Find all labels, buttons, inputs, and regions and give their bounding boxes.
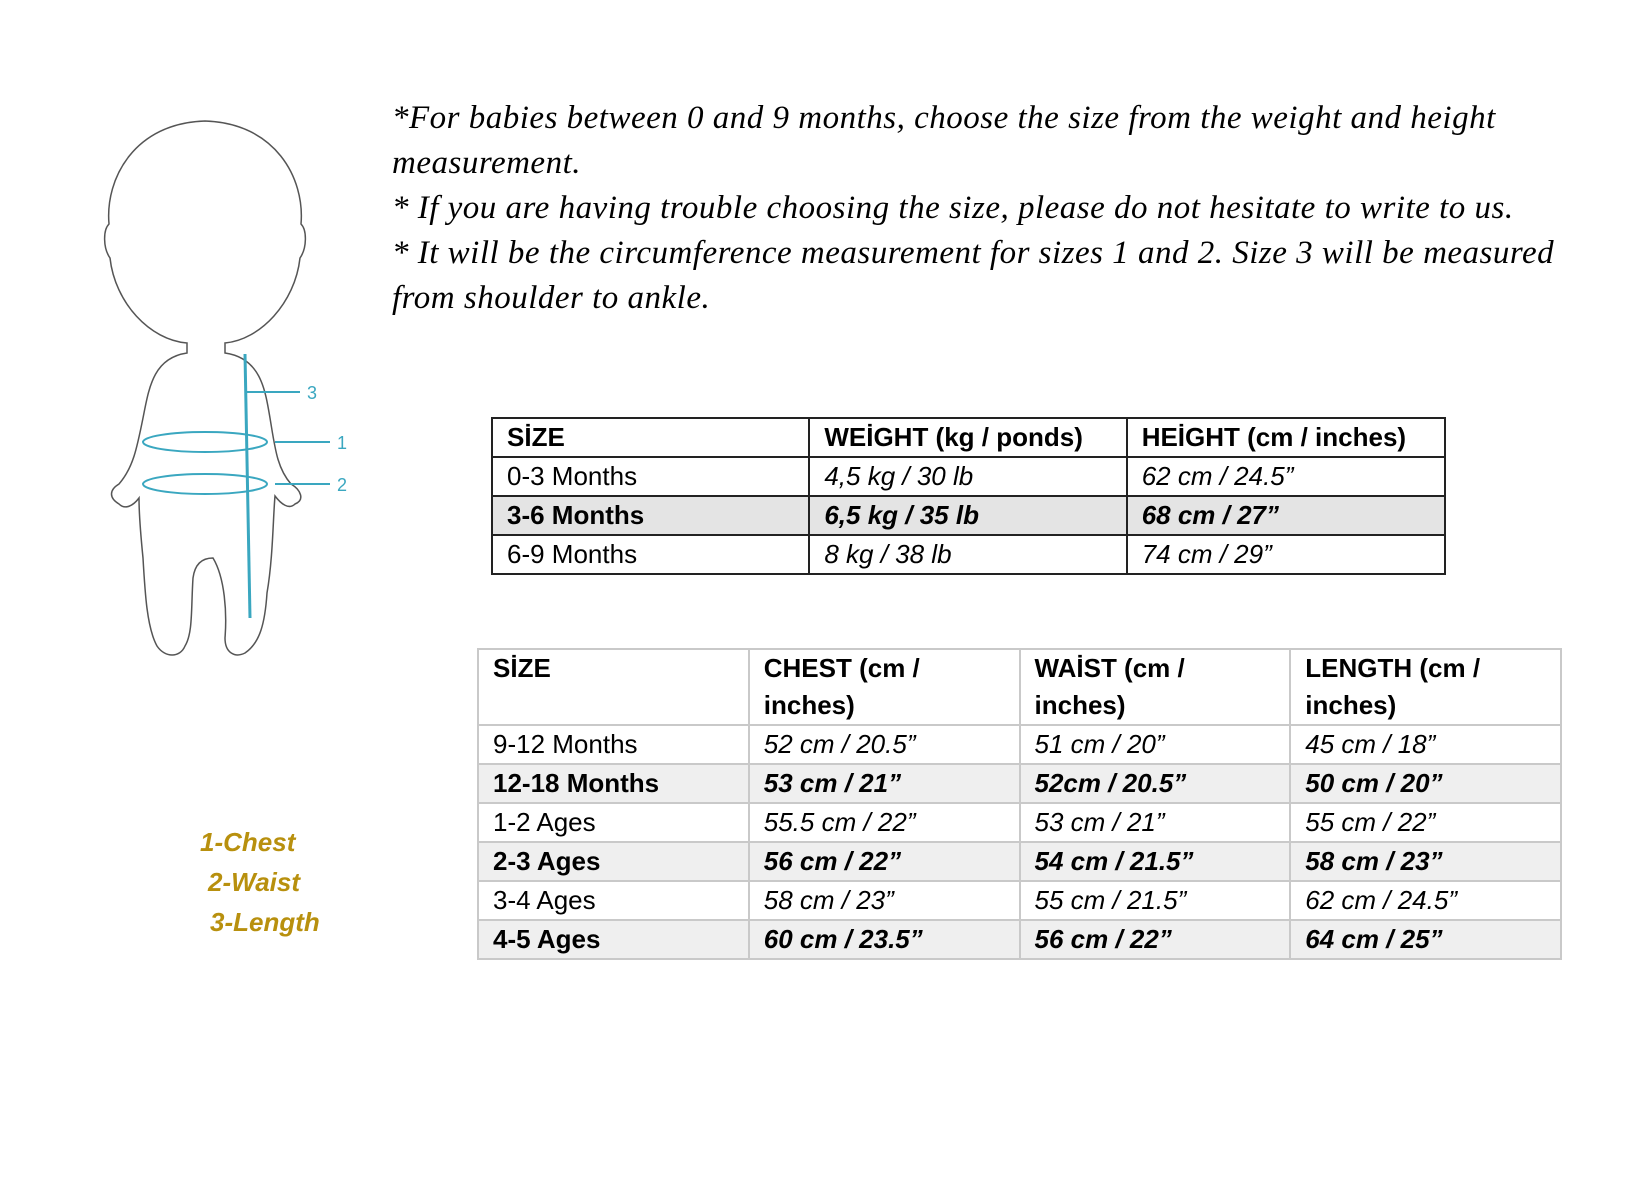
table-row [478,803,1561,842]
size-cell: 12-18 Months [478,764,749,803]
chest-cell: 58 cm / 23” [749,881,1020,920]
note-measurement: * It will be the circumference measurement for sizes 1 and 2. Size 3 will be measured from shoulder to ankle. [392,235,1555,316]
chest-cell: 60 cm / 23.5” [749,920,1020,959]
length-cell: 55 cm / 22” [1290,803,1561,842]
chest-ellipse [143,432,267,452]
weight-cell: 4,5 kg / 30 lb [809,457,1126,496]
waist-cell: 51 cm / 20” [1020,725,1291,764]
note-contact: * If you are having trouble choosing the size, please do not hesitate to write to us. [392,190,1514,226]
table-row [478,764,1561,803]
waist-cell: 55 cm / 21.5” [1020,881,1291,920]
length-cell: 62 cm / 24.5” [1290,881,1561,920]
header-size: SİZE [492,418,809,457]
length-cell: 64 cm / 25” [1290,920,1561,959]
table-row [478,920,1561,959]
length-cell: 58 cm / 23” [1290,842,1561,881]
size-cell: 9-12 Months [478,725,749,764]
size-cell: 2-3 Ages [478,842,749,881]
header-chest: CHEST (cm / inches) [749,649,1020,725]
baby-outline-icon [95,118,395,698]
waist-cell: 53 cm / 21” [1020,803,1291,842]
legend-length: 3-Length [210,907,320,937]
length-line [245,354,250,618]
table-row [478,881,1561,920]
chest-cell: 56 cm / 22” [749,842,1020,881]
size-cell: 1-2 Ages [478,803,749,842]
legend-chest: 1-Chest [200,827,296,857]
chest-cell: 52 cm / 20.5” [749,725,1020,764]
height-cell: 68 cm / 27” [1127,496,1445,535]
header-waist: WAİST (cm / inches) [1020,649,1291,725]
size-cell: 0-3 Months [492,457,809,496]
length-cell: 50 cm / 20” [1290,764,1561,803]
table-header-row [478,649,1561,725]
header-length: LENGTH (cm / inches) [1290,649,1561,725]
header-size: SİZE [478,649,749,725]
marker-1: 1 [337,433,348,453]
size-cell: 6-9 Months [492,535,809,574]
size-notes [392,96,1592,321]
size-cell: 3-4 Ages [478,881,749,920]
height-cell: 62 cm / 24.5” [1127,457,1445,496]
header-height: HEİGHT (cm / inches) [1127,418,1445,457]
note-age-range: *For babies between 0 and 9 months, choose the size from the weight and height measurement. [392,100,1496,181]
size-cell: 4-5 Ages [478,920,749,959]
legend-waist: 2-Waist [208,867,300,897]
baby-measurement-figure [95,118,395,698]
table-row [478,842,1561,881]
marker-2: 2 [337,475,348,495]
weight-cell: 6,5 kg / 35 lb [809,496,1126,535]
height-cell: 74 cm / 29” [1127,535,1445,574]
table-row [492,496,1445,535]
table-row [478,725,1561,764]
header-weight: WEİGHT (kg / ponds) [809,418,1126,457]
chest-cell: 53 cm / 21” [749,764,1020,803]
baby-body-outline [105,121,306,655]
waist-cell: 52cm / 20.5” [1020,764,1291,803]
table-header-row [492,418,1445,457]
waist-cell: 54 cm / 21.5” [1020,842,1291,881]
table-row [492,535,1445,574]
waist-cell: 56 cm / 22” [1020,920,1291,959]
measurement-legend [200,822,320,942]
size-cell: 3-6 Months [492,496,809,535]
length-cell: 45 cm / 18” [1290,725,1561,764]
marker-3: 3 [307,383,318,403]
table-row [492,457,1445,496]
child-size-table [477,648,1562,960]
weight-cell: 8 kg / 38 lb [809,535,1126,574]
infant-size-table [491,417,1446,575]
chest-cell: 55.5 cm / 22” [749,803,1020,842]
